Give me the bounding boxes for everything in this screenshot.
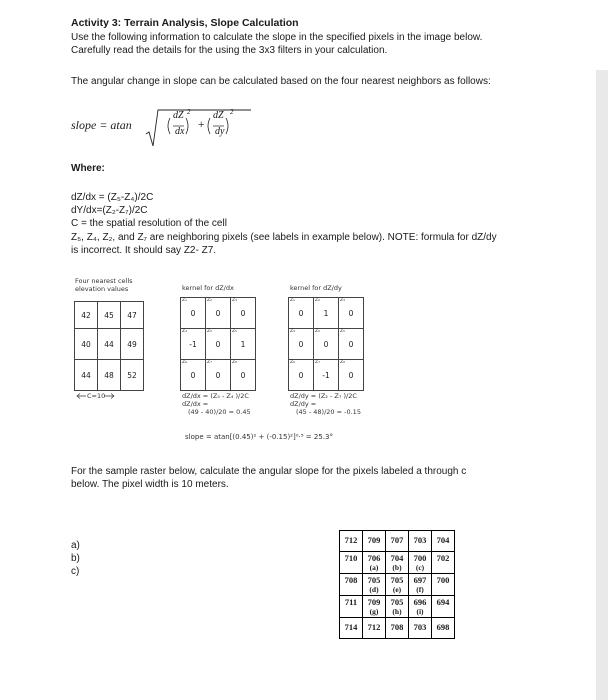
raster-cell-label: (h) [392,607,402,616]
kx-cell: Z₃ 0 [231,298,256,329]
kx-cell: Z₇ 0 [206,360,231,391]
ky-cell: Z₅ 0 [339,329,364,360]
raster-cell: 712 [363,618,386,639]
formula-dy: dy [215,126,225,137]
elev-cell: 40 [75,329,98,360]
elev-cell: 47 [121,302,144,329]
raster-cell: 710 [340,552,363,574]
activity-title: Activity 3: Terrain Analysis, Slope Calculation [71,17,299,29]
kernel-dzdx-grid [180,297,256,391]
ky-cell: Z₄ 0 [289,329,314,360]
kx-title: kernel for dZ/dx [182,284,234,292]
raster-cell-label: (g) [369,607,379,616]
answer-label-a: a) [71,540,80,551]
raster-cell: 702 [432,552,455,574]
formula-radical [146,106,256,156]
raster-cell: 708 [340,574,363,596]
raster-cell: 709 [363,531,386,552]
formula-dz-2: dZ [213,110,224,121]
raster-cell: 706 (a) [363,552,386,574]
elev-cell: 45 [98,302,121,329]
ky-cell: Z₁ 0 [289,298,314,329]
ky-title: kernel for dZ/dy [290,284,342,292]
kx-cell: Z₆ 0 [181,360,206,391]
raster-row [340,618,455,639]
elev-cell: 52 [121,360,144,391]
c-label: C=10 [87,392,106,400]
raster-cell: 697 (f) [409,574,432,596]
page-edge-shadow [596,70,608,700]
kx-cell: Z₁ 0 [181,298,206,329]
ky-calc-2: dZ/dy = [290,400,317,408]
answer-label-b: b) [71,553,80,564]
raster-cell-label: (f) [416,585,424,594]
formula-dx: dx [175,126,185,137]
formula-lhs: slope = atan [71,118,132,132]
raster-cell: 709 (g) [363,596,386,618]
raster-cell: 704 (b) [386,552,409,574]
raster-cell-label: (e) [392,585,402,594]
definition-3: C = the spatial resolution of the cell [71,218,227,229]
ky-cell: Z₃ 0 [339,298,364,329]
formula-plus: + [197,117,206,131]
ky-cell: Z₈ 0 [339,360,364,391]
raster-cell: 696 (i) [409,596,432,618]
raster-text-1: For the sample raster below, calculate the angular slope for the pixels labeled a through c [71,466,467,477]
elevation-grid [74,301,144,391]
raster-cell: 698 [432,618,455,639]
formula-dz-1: dZ [173,110,184,121]
raster-text-2: below. The pixel width is 10 meters. [71,479,229,490]
raster-row [340,596,455,618]
raster-cell-label: (b) [392,563,402,572]
raster-cell: 705 (e) [386,574,409,596]
ky-calc-1: dZ/dy = (Z₂ - Z₇ )/2C [290,392,357,400]
elev-cell: 42 [75,302,98,329]
elev-cell: 48 [98,360,121,391]
definition-4: Z₅, Z₄, Z₂, and Z₇ are neighboring pixels (see labels in example below). NOTE: formula for dZ/dy [71,232,497,243]
raster-cell: 711 [340,596,363,618]
raster-cell-label: (i) [416,607,424,616]
elev-title-1: Four nearest cells [75,277,133,285]
definition-5: is incorrect. It should say Z2- Z7. [71,245,217,256]
answer-label-c: c) [71,566,80,577]
kx-cell: Z₅ 1 [231,329,256,360]
elev-cell: 44 [98,329,121,360]
kx-calc-3: (49 - 40)/20 = 0.45 [188,408,251,416]
kx-cell: Z₂ 0 [206,298,231,329]
raster-row [340,552,455,574]
elev-cell: 49 [121,329,144,360]
definition-2: dY/dx=(Z₂-Z₇)/2C [71,205,148,216]
angular-text: The angular change in slope can be calculated based on the four nearest neighbors as follows: [71,76,491,87]
where-label: Where: [71,163,105,174]
raster-cell: 703 [409,531,432,552]
formula-exp-2: 2 [230,108,234,116]
kx-cell: Z₈ 0 [231,360,256,391]
kernel-dzdy-grid [288,297,364,391]
kx-cell: Z₄ -1 [181,329,206,360]
raster-cell: 714 [340,618,363,639]
raster-cell: 712 [340,531,363,552]
raster-cell: 700 [432,574,455,596]
ky-cell: Z₀ 0 [314,329,339,360]
raster-cell: 703 [409,618,432,639]
ky-cell: Z₇ -1 [314,360,339,391]
kx-calc-2: dZ/dx = [182,400,209,408]
elev-title-2: elevation values [75,285,129,293]
ky-cell: Z₆ 0 [289,360,314,391]
ky-cell: Z₂ 1 [314,298,339,329]
intro-line-2: Carefully read the details for the using the 3x3 filters in your calculation. [71,45,388,56]
kx-calc-1: dZ/dx = (Z₅ - Z₄ )/2C [182,392,249,400]
ky-calc-3: (45 - 48)/20 = -0.15 [296,408,361,416]
raster-cell: 705 (h) [386,596,409,618]
raster-row [340,574,455,596]
raster-cell-label: (a) [369,563,379,572]
raster-cell: 705 (d) [363,574,386,596]
elev-cell: 44 [75,360,98,391]
definition-1: dZ/dx = (Z₅-Z₄)/2C [71,192,154,203]
raster-cell-label: (d) [369,585,379,594]
raster-cell-label: (c) [415,563,425,572]
raster-cell: 708 [386,618,409,639]
raster-cell: 700 (c) [409,552,432,574]
formula-exp-1: 2 [187,108,191,116]
sample-raster-table [339,530,455,639]
kx-cell: Z₀ 0 [206,329,231,360]
raster-cell: 694 [432,596,455,618]
intro-line-1: Use the following information to calculate the slope in the specified pixels in the image below. [71,32,483,43]
raster-cell: 704 [432,531,455,552]
raster-row [340,531,455,552]
slope-calc: slope = atan[(0.45)² + (-0.15)²]⁰·⁵ = 25.3° [185,433,333,441]
raster-cell: 707 [386,531,409,552]
